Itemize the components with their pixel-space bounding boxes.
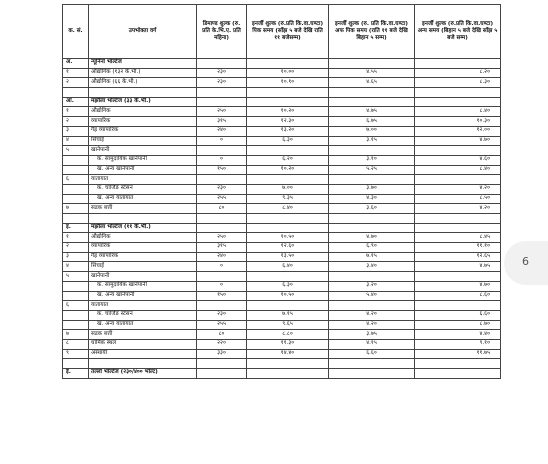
cell-offpeak: ४.२० — [329, 320, 415, 330]
cell-normal — [415, 214, 501, 224]
cell-normal — [415, 301, 501, 311]
cell-serial: अ. — [63, 59, 89, 69]
table-row — [63, 252, 501, 262]
cell-peak: १३.५० — [247, 252, 329, 262]
cell-serial — [63, 88, 89, 98]
table-row — [63, 272, 501, 282]
cell-peak — [247, 369, 329, 379]
cell-category: ख. अन्य यातायात — [89, 194, 197, 204]
cell-normal: ११.७५ — [415, 349, 501, 359]
table-row — [63, 339, 501, 349]
cell-offpeak: ४.७० — [329, 233, 415, 243]
cell-category: खानेपानी — [89, 272, 197, 282]
table-row — [63, 184, 501, 194]
cell-peak: ८.४० — [247, 204, 329, 214]
section-header-row — [63, 369, 501, 379]
cell-normal: ८.४० — [415, 165, 501, 175]
cell-demand — [197, 97, 247, 107]
header-category: उपभोक्ता वर्ग — [89, 5, 197, 59]
cell-demand: १५० — [197, 165, 247, 175]
cell-category: खानेपानी — [89, 146, 197, 156]
cell-serial — [63, 165, 89, 175]
cell-category: तल्लो भोल्टेज (२३०/४०० भोल्ट) — [89, 369, 197, 379]
cell-serial: ई. — [63, 369, 89, 379]
cell-normal: ८.३० — [415, 78, 501, 88]
cell-offpeak: ५.२५ — [329, 165, 415, 175]
cell-peak: १०.१० — [247, 78, 329, 88]
cell-peak: १२.३० — [247, 117, 329, 127]
cell-serial — [63, 281, 89, 291]
cell-category: न्यूनिनो भोल्टेज — [89, 59, 197, 69]
cell-demand: २५० — [197, 233, 247, 243]
cell-demand: ० — [197, 136, 247, 146]
cell-category: सडक बत्ती — [89, 330, 197, 340]
spacer-row — [63, 88, 501, 98]
cell-offpeak: ४.३० — [329, 194, 415, 204]
cell-category: क. सामुदायिक खानेपानी — [89, 155, 197, 165]
cell-demand — [197, 301, 247, 311]
cell-serial: १ — [63, 107, 89, 117]
cell-serial: ८ — [63, 339, 89, 349]
cell-offpeak — [329, 359, 415, 369]
cell-peak: ७.०० — [247, 184, 329, 194]
cell-serial — [63, 320, 89, 330]
cell-offpeak — [329, 223, 415, 233]
cell-normal: ४.२० — [415, 184, 501, 194]
cell-peak: ६.४० — [247, 262, 329, 272]
cell-category: औद्योगिक (६६ के.भी.) — [89, 78, 197, 88]
cell-normal — [415, 59, 501, 69]
cell-demand — [197, 59, 247, 69]
cell-demand: ३१५ — [197, 117, 247, 127]
cell-peak: ७.१५ — [247, 310, 329, 320]
cell-normal: १२.०० — [415, 126, 501, 136]
cell-normal: १०.३० — [415, 117, 501, 127]
page-number: 6 — [522, 255, 529, 268]
section-header-row — [63, 59, 501, 69]
cell-peak — [247, 59, 329, 69]
cell-demand: ० — [197, 155, 247, 165]
table-row — [63, 68, 501, 78]
cell-offpeak: ४.५५ — [329, 68, 415, 78]
cell-peak — [247, 146, 329, 156]
cell-category: यातायात — [89, 175, 197, 185]
cell-peak: ६.३० — [247, 281, 329, 291]
cell-offpeak: ३.७० — [329, 184, 415, 194]
section-header-row — [63, 223, 501, 233]
table-row — [63, 262, 501, 272]
cell-peak: ६.३० — [247, 136, 329, 146]
header-sn: क. सं. — [63, 5, 89, 59]
cell-offpeak: ६.६० — [329, 349, 415, 359]
cell-offpeak: ४.१५ — [329, 339, 415, 349]
cell-normal — [415, 369, 501, 379]
cell-offpeak — [329, 272, 415, 282]
cell-serial: २ — [63, 78, 89, 88]
table-row — [63, 320, 501, 330]
cell-demand: ८० — [197, 330, 247, 340]
cell-peak — [247, 214, 329, 224]
table-row — [63, 155, 501, 165]
cell-peak: १०.५० — [247, 291, 329, 301]
cell-peak — [247, 88, 329, 98]
cell-normal: ६.६० — [415, 310, 501, 320]
cell-category: ख. अन्य खानेपानी — [89, 165, 197, 175]
cell-category: ख. अन्य खानेपानी — [89, 291, 197, 301]
table-row — [63, 117, 501, 127]
spacer-row — [63, 359, 501, 369]
cell-demand: २२० — [197, 339, 247, 349]
cell-peak: १४.४० — [247, 349, 329, 359]
cell-normal: ८.७० — [415, 320, 501, 330]
table-row — [63, 330, 501, 340]
header-normal-energy: इनर्जी शुल्क (रु.प्रति कि.वा.घण्टा) अन्य समय (बिहान ५ बजे देखि साँझ ५ बजे सम्म) — [415, 5, 501, 59]
cell-category: औद्योगिक — [89, 107, 197, 117]
tariff-table — [62, 4, 501, 379]
cell-offpeak: ३.४० — [329, 262, 415, 272]
cell-demand — [197, 223, 247, 233]
cell-normal — [415, 272, 501, 282]
cell-serial — [63, 184, 89, 194]
cell-normal: १२.६५ — [415, 252, 501, 262]
cell-category: धार्मिक स्थल — [89, 339, 197, 349]
cell-peak: १०.५० — [247, 233, 329, 243]
cell-category — [89, 359, 197, 369]
cell-demand — [197, 88, 247, 98]
table-row — [63, 233, 501, 243]
cell-demand: ८० — [197, 204, 247, 214]
table-row — [63, 136, 501, 146]
cell-serial — [63, 291, 89, 301]
cell-serial: ७ — [63, 330, 89, 340]
cell-offpeak: ७.०० — [329, 126, 415, 136]
cell-serial — [63, 310, 89, 320]
cell-peak — [247, 359, 329, 369]
cell-demand: ३३० — [197, 349, 247, 359]
cell-normal: ८.४० — [415, 107, 501, 117]
table-row — [63, 194, 501, 204]
cell-serial: ९ — [63, 349, 89, 359]
cell-peak — [247, 175, 329, 185]
cell-offpeak: ४.६५ — [329, 78, 415, 88]
cell-category: व्यापारिक — [89, 117, 197, 127]
cell-serial: ६ — [63, 175, 89, 185]
table-row — [63, 301, 501, 311]
cell-demand: ० — [197, 281, 247, 291]
cell-category: क. सामुदायिक खानेपानी — [89, 281, 197, 291]
cell-demand: १५० — [197, 291, 247, 301]
cell-demand — [197, 272, 247, 282]
table-row — [63, 291, 501, 301]
cell-demand — [197, 359, 247, 369]
cell-demand: २३० — [197, 184, 247, 194]
table-row — [63, 349, 501, 359]
cell-serial — [63, 214, 89, 224]
cell-offpeak: ३.६० — [329, 204, 415, 214]
cell-peak: ६.२० — [247, 155, 329, 165]
cell-normal: ४.७५ — [415, 262, 501, 272]
cell-category: गैह्र व्यापारिक — [89, 126, 197, 136]
cell-serial: ४ — [63, 136, 89, 146]
cell-normal: ८.६० — [415, 291, 501, 301]
cell-offpeak — [329, 97, 415, 107]
cell-normal — [415, 97, 501, 107]
cell-serial: १ — [63, 68, 89, 78]
table-row — [63, 165, 501, 175]
cell-serial — [63, 359, 89, 369]
cell-peak: ९.६५ — [247, 320, 329, 330]
table-row — [63, 281, 501, 291]
cell-offpeak — [329, 146, 415, 156]
cell-normal: ४.६० — [415, 155, 501, 165]
cell-category: ख. अन्य यातायात — [89, 320, 197, 330]
cell-offpeak: ४.७५ — [329, 107, 415, 117]
cell-offpeak — [329, 214, 415, 224]
cell-category — [89, 88, 197, 98]
cell-serial: ७ — [63, 204, 89, 214]
cell-normal — [415, 359, 501, 369]
cell-serial: १ — [63, 233, 89, 243]
cell-normal: ९.१० — [415, 339, 501, 349]
cell-category: मझौला भोल्टेज (११ के.भी.) — [89, 223, 197, 233]
cell-peak: १३.२० — [247, 126, 329, 136]
cell-category: सडक बत्ती — [89, 204, 197, 214]
table-row — [63, 126, 501, 136]
cell-demand: ३१५ — [197, 243, 247, 253]
cell-serial: ५ — [63, 272, 89, 282]
cell-category: सिंचाई — [89, 262, 197, 272]
cell-serial: ३ — [63, 252, 89, 262]
cell-serial: आ. — [63, 97, 89, 107]
cell-demand: २४० — [197, 126, 247, 136]
cell-category: क. चार्जिङ स्टेसन — [89, 184, 197, 194]
table-row — [63, 243, 501, 253]
cell-offpeak: ६.७५ — [329, 117, 415, 127]
cell-serial: ३ — [63, 126, 89, 136]
tariff-document — [62, 4, 500, 379]
cell-demand: २५५ — [197, 194, 247, 204]
cell-category: औद्योगिक (१३२ के.भी.) — [89, 68, 197, 78]
cell-offpeak: ५.४० — [329, 291, 415, 301]
cell-peak: १०.२० — [247, 107, 329, 117]
cell-offpeak: ३.७५ — [329, 330, 415, 340]
cell-normal — [415, 88, 501, 98]
cell-peak: ११.३० — [247, 339, 329, 349]
table-row — [63, 175, 501, 185]
cell-peak — [247, 272, 329, 282]
cell-demand — [197, 369, 247, 379]
cell-demand: २५५ — [197, 320, 247, 330]
cell-category — [89, 214, 197, 224]
cell-peak — [247, 97, 329, 107]
cell-demand: २३० — [197, 68, 247, 78]
cell-offpeak: ३.१५ — [329, 136, 415, 146]
cell-category: सिंचाई — [89, 136, 197, 146]
cell-peak — [247, 223, 329, 233]
cell-offpeak: ३.२० — [329, 281, 415, 291]
cell-normal: ८.२० — [415, 68, 501, 78]
table-row — [63, 107, 501, 117]
cell-peak — [247, 301, 329, 311]
cell-peak: ८.८० — [247, 330, 329, 340]
cell-offpeak — [329, 369, 415, 379]
cell-offpeak: ३.१० — [329, 155, 415, 165]
cell-normal: ११.१० — [415, 243, 501, 253]
cell-normal: ४.७० — [415, 136, 501, 146]
cell-demand: २३० — [197, 78, 247, 88]
cell-category: व्यापारिक — [89, 243, 197, 253]
cell-peak: ९.३५ — [247, 194, 329, 204]
cell-serial — [63, 155, 89, 165]
cell-normal: ४.४० — [415, 330, 501, 340]
cell-normal: ४.७० — [415, 281, 501, 291]
cell-category: गैह्र व्यापारिक — [89, 252, 197, 262]
cell-serial: ६ — [63, 301, 89, 311]
cell-demand — [197, 214, 247, 224]
cell-demand — [197, 146, 247, 156]
table-row — [63, 78, 501, 88]
cell-serial: ५ — [63, 146, 89, 156]
cell-normal: ४.२० — [415, 204, 501, 214]
cell-normal — [415, 146, 501, 156]
header-row — [63, 5, 501, 59]
cell-offpeak — [329, 175, 415, 185]
cell-demand — [197, 175, 247, 185]
cell-category: औद्योगिक — [89, 233, 197, 243]
cell-peak: १०.०० — [247, 68, 329, 78]
cell-serial: २ — [63, 243, 89, 253]
cell-serial: इ. — [63, 223, 89, 233]
header-demand-charge: डिमाण्ड शुल्क (रु. प्रति के.भि.ए. प्रति महिना) — [197, 5, 247, 59]
table-row — [63, 204, 501, 214]
cell-offpeak — [329, 59, 415, 69]
cell-peak: १०.२० — [247, 165, 329, 175]
cell-normal — [415, 175, 501, 185]
header-peak-energy: इनर्जी शुल्क (रु.प्रति कि.वा.घण्टा) पिक समय (साँझ ५ बजे देखि राति ११ बजेसम्म) — [247, 5, 329, 59]
cell-offpeak: ७.१५ — [329, 252, 415, 262]
cell-serial — [63, 194, 89, 204]
cell-offpeak: ६.९० — [329, 243, 415, 253]
cell-normal: ८.४५ — [415, 233, 501, 243]
cell-offpeak — [329, 88, 415, 98]
cell-serial: ४ — [63, 262, 89, 272]
cell-demand: २५० — [197, 107, 247, 117]
table-row — [63, 310, 501, 320]
cell-demand: ० — [197, 262, 247, 272]
cell-normal: ८.५० — [415, 194, 501, 204]
cell-category: मझौला भोल्टेज (३३ के.भी.) — [89, 97, 197, 107]
cell-demand: २४० — [197, 252, 247, 262]
cell-category: क. चार्जिङ स्टेसन — [89, 310, 197, 320]
cell-category: अस्थायी — [89, 349, 197, 359]
section-header-row — [63, 97, 501, 107]
cell-demand: २३० — [197, 310, 247, 320]
header-offpeak-energy: इनर्जी शुल्क (रु. प्रति कि.वा.घण्टा) अफ पिक समय (राति ११ बजे देखि बिहान ५ सम्म) — [329, 5, 415, 59]
spacer-row — [63, 214, 501, 224]
cell-offpeak: ४.२० — [329, 310, 415, 320]
tariff-body — [63, 59, 501, 379]
table-row — [63, 146, 501, 156]
cell-serial: २ — [63, 117, 89, 127]
cell-peak: १२.६० — [247, 243, 329, 253]
cell-offpeak — [329, 301, 415, 311]
cell-category: यातायात — [89, 301, 197, 311]
cell-normal — [415, 223, 501, 233]
